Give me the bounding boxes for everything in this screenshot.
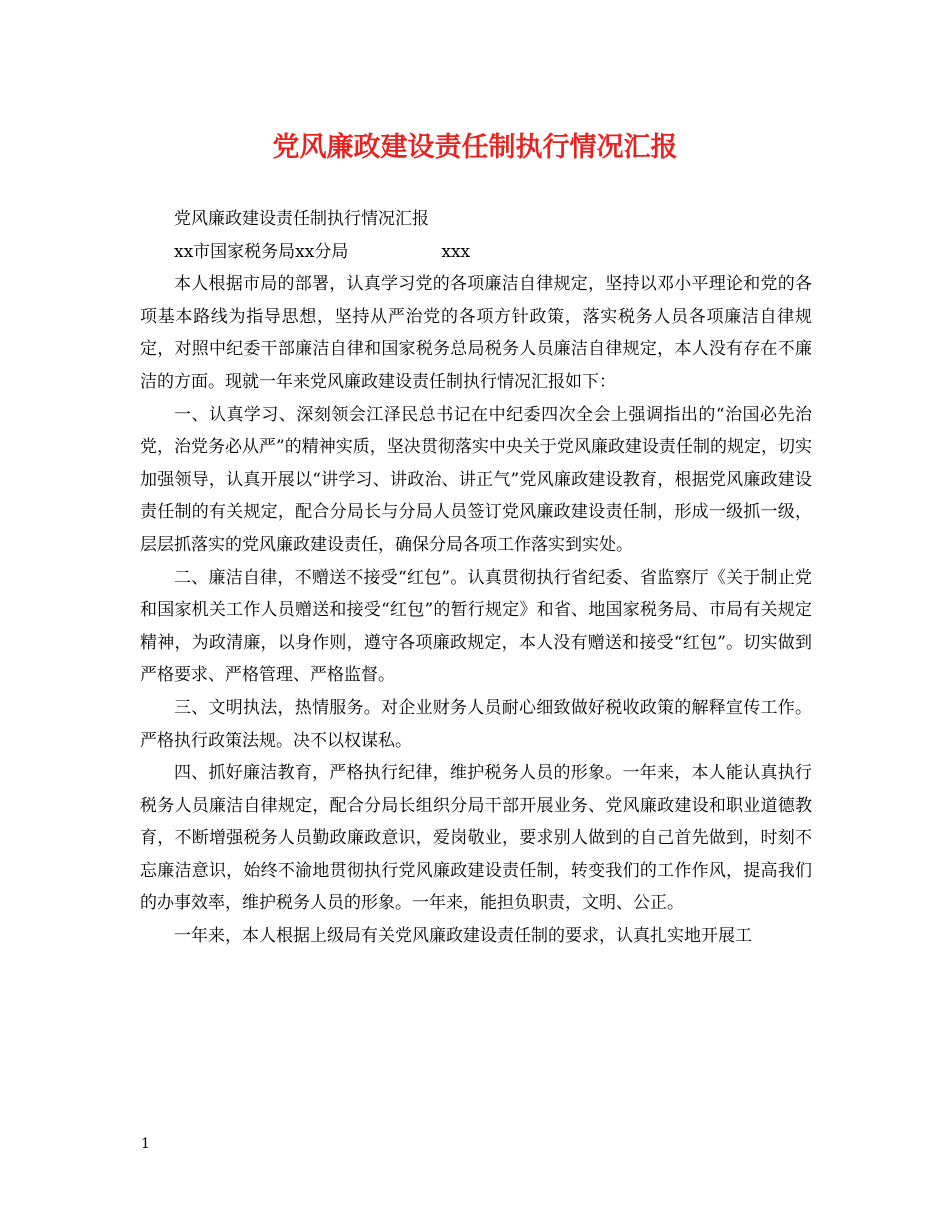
paragraph-section-1: 一、认真学习、深刻领会江泽民总书记在中纪委四次全会上强调指出的“治国必先治党，治党务必从严”的精神实质，坚决贯彻落实中央关于党风廉政建设责任制的规定，切实加强领导，认真开展以“讲学习、讲政治、讲正气”党风廉政建设教育，根据党风廉政建设责任制的有关规定，配合分局长与分局人员签订党风廉政建设责任制，形成一级抓一级，层层抓落实的党风廉政建设责任，确保分局各项工作落实到实处。: [140, 404, 812, 555]
subtitle-line: 党风廉政建设责任制执行情况汇报: [174, 209, 429, 229]
author-line: [140, 236, 812, 269]
paragraph-section-4: 四、抓好廉洁教育，严格执行纪律，维护税务人员的形象。一年来，本人能认真执行税务人员廉洁自律规定，配合分局长组织分局干部开展业务、党风廉政建设和职业道德教育，不断增强税务人员勤政廉政意识，爱岗敬业，要求别人做到的自己首先做到，时刻不忘廉洁意识，始终不渝地贯彻执行党风廉政建设责任制，转变我们的工作作风，提高我们的办事效率，维护税务人员的形象。一年来，能担负职责，文明、公正。: [140, 763, 812, 914]
page-number: 1: [141, 1136, 150, 1152]
document-body: [140, 203, 812, 953]
author-organization: xx市国家税务局xx分局: [174, 241, 349, 262]
paragraph-section-2: 二、廉洁自律，不赠送不接受“红包”。认真贯彻执行省纪委、省监察厅《关于制止党和国家机关工作人员赠送和接受“红包”的暂行规定》和省、地国家税务局、市局有关规定精神，为政清廉，以身作则，遵守各项廉政规定，本人没有赠送和接受“红包”。切实做到严格要求、严格管理、严格监督。: [140, 567, 812, 686]
paragraph-summary: 一年来，本人根据上级局有关党风廉政建设责任制的要求，认真扎实地开展工: [174, 926, 752, 947]
paragraph-section-3: 三、文明执法，热情服务。对企业财务人员耐心细致做好税收政策的解释宣传工作。严格执行政策法规。决不以权谋私。: [140, 697, 812, 751]
document-title: 党风廉政建设责任制执行情况汇报: [272, 132, 678, 163]
author-name: xxx: [441, 241, 471, 262]
paragraph-intro: 本人根据市局的部署，认真学习党的各项廉洁自律规定，坚持以邓小平理论和党的各项基本路线为指导思想，坚持从严治党的各项方针政策，落实税务人员各项廉洁自律规定，对照中纪委干部廉洁自律和国家税务总局税务人员廉洁自律规定，本人没有存在不廉洁的方面。现就一年来党风廉政建设责任制执行情况汇报如下：: [140, 274, 812, 392]
